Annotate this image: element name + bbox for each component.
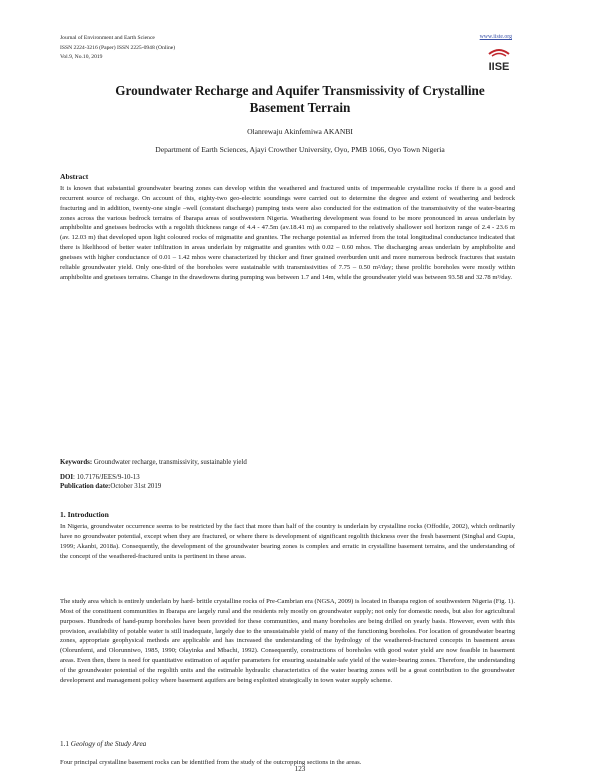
journal-website-link[interactable]: www.iiste.org [479,34,512,40]
author-name: Olanrewaju Akinfemiwa AKANBI [247,127,353,136]
geology-subheading [60,740,146,748]
publication-date-label: Publication date: [60,483,111,490]
paper-title [60,82,540,116]
publication-date-value: October 31st 2019 [110,483,162,490]
introduction-paragraph-1: In Nigeria, groundwater occurrence seems to be restricted by the fact that more than half of the country is underlain by crystalline rocks (Offodile, 2002), which ordinarily have no groundwater potential, except when they are fractured, or where there is development of significant regolith thickness over the fresh basement (Singhal and Gupta, 1999; Akanbi, 2018a). Consequently, the development of the groundwater bearing zones is complex and erratic in crystalline basement terrains, and the understanding of the concept of the weathered-fractured units is pertinent in these areas. [60,523,515,560]
geology-paragraph: Four principal crystalline basement rocks can be identified from the study of the outcropping sections in the areas. [60,759,362,766]
keywords-text: Groundwater recharge, transmissivity, sustainable yield [92,459,247,466]
title-line-1: Groundwater Recharge and Aquifer Transmissivity of Crystalline [115,83,485,98]
iiste-logo [486,45,512,75]
volume-line: Vol.9, No.10, 2019 [60,54,103,60]
keywords-label: Keywords: [60,459,93,466]
introduction-paragraph-2: The study area which is entirely underlain by hard- brittle crystalline rocks of Pre-Cambrian era (NGSA, 2009) is located in Ibarapa region of southwestern Nigeria (Fig. 1). Most of the constituent communities in Ibarapa are largely rural and the residents rely mostly on groundwater supply; not only for domestic needs, but also for agricultural purposes. Hundreds of hand-pump boreholes have been provided for these communities, and many boreholes are being drilled on yearly basis. However, even with this provision, availability of potable water is still inadequate, largely due to the unsustainable yield of many of the functioning boreholes. For location of groundwater bearing zones, appropriate geophysical methods are applicable and has increased the understanding of the hydrology of the weathered-fractured concepts in basement areas (Olorunfemi, and Olorunniwo, 1985, 1990; Olayinka and Mbachi, 1992). Consequently, constructions of boreholes with good water yield are now feasible in basement areas. Even then, there is need for quantitative estimation of aquifer parameters for ensuring sustainable safe yield of the water-bearing zones. Therefore, the understanding of the groundwater potential of the regolith units and the estimable hydraulic characteristics of the water bearing zones will be a great contribution to the groundwater development and management policy where basement aquifers are being exploited strategically in town water supply scheme. [60,598,515,684]
title-line-2: Basement Terrain [249,100,351,115]
subheading-title: Geology of the Study Area [70,740,147,748]
abstract-text: It is known that substantial groundwater bearing zones can develop within the weathered and fractured units of impermeable crystalline rocks if there is a good and recurrent source of recharge. On account of this, eighty-two geo-electric soundings were carried out to determine the degree and extent of weathering and bedrock fracturing and in addition, twenty-one single –well (constant discharge) pumping tests were also conducted for the estimation of the transmissivity of the water-bearing zones across the various bedrock terrains of Ibarapa areas of southwestern Nigeria. Weathering development was found to be more pronounced in areas underlain by amphibolite and gneisses bedrocks with a regolith thickness range of 4.4 - 47.5m (av.18.41 m) as compared to the relatively shallower soil horizon range of 2.4 - 23.6 m (av. 12.03 m) that developed upon light coloured rocks of migmatite and granites. The recharge potential as inferred from the total longitudinal conductance indicated that there is likelihood of better water infiltration in areas underlain by migmatite and granites with 0.02 – 0.60 mhos. The discharging areas underlain by amphibolite and gneisses with higher conductance of 0.01 – 1.42 mhos were characterized by thicker and finer grained overburden unit and more numerous bedrock fractures that sustain reliable groundwater yield. Only one-third of the boreholes were sustainable with transmissivities of 7.75 – 0.50 m²/day; these prolific boreholes were mostly within amphibolite and gneisses terrains. Change in the drawdowns during pumping was between 1.7 and 14m, while the groundwater yield was between 93.58 and 32.78 m³/day. [60,185,515,281]
publication-date-line [60,483,161,490]
page-number: 123 [294,765,306,773]
doi-line [60,474,140,481]
author-affiliation: Department of Earth Sciences, Ajayi Crowther University, Oyo, PMB 1066, Oyo Town Nigeria [155,145,445,154]
issn-line: ISSN 2224-3216 (Paper) ISSN 2225-0948 (Online) [60,44,176,51]
doi-label: DOI [60,474,74,481]
abstract-heading: Abstract [60,172,89,181]
introduction-heading: 1. Introduction [60,510,109,519]
subheading-number: 1.1 [60,740,71,748]
journal-name: Journal of Environment and Earth Science [60,35,155,41]
logo-text: IISE [488,61,510,73]
doi-value: : 10.7176/JEES/9-10-13 [73,474,140,481]
journal-header [60,34,175,63]
keywords-line [60,459,247,466]
